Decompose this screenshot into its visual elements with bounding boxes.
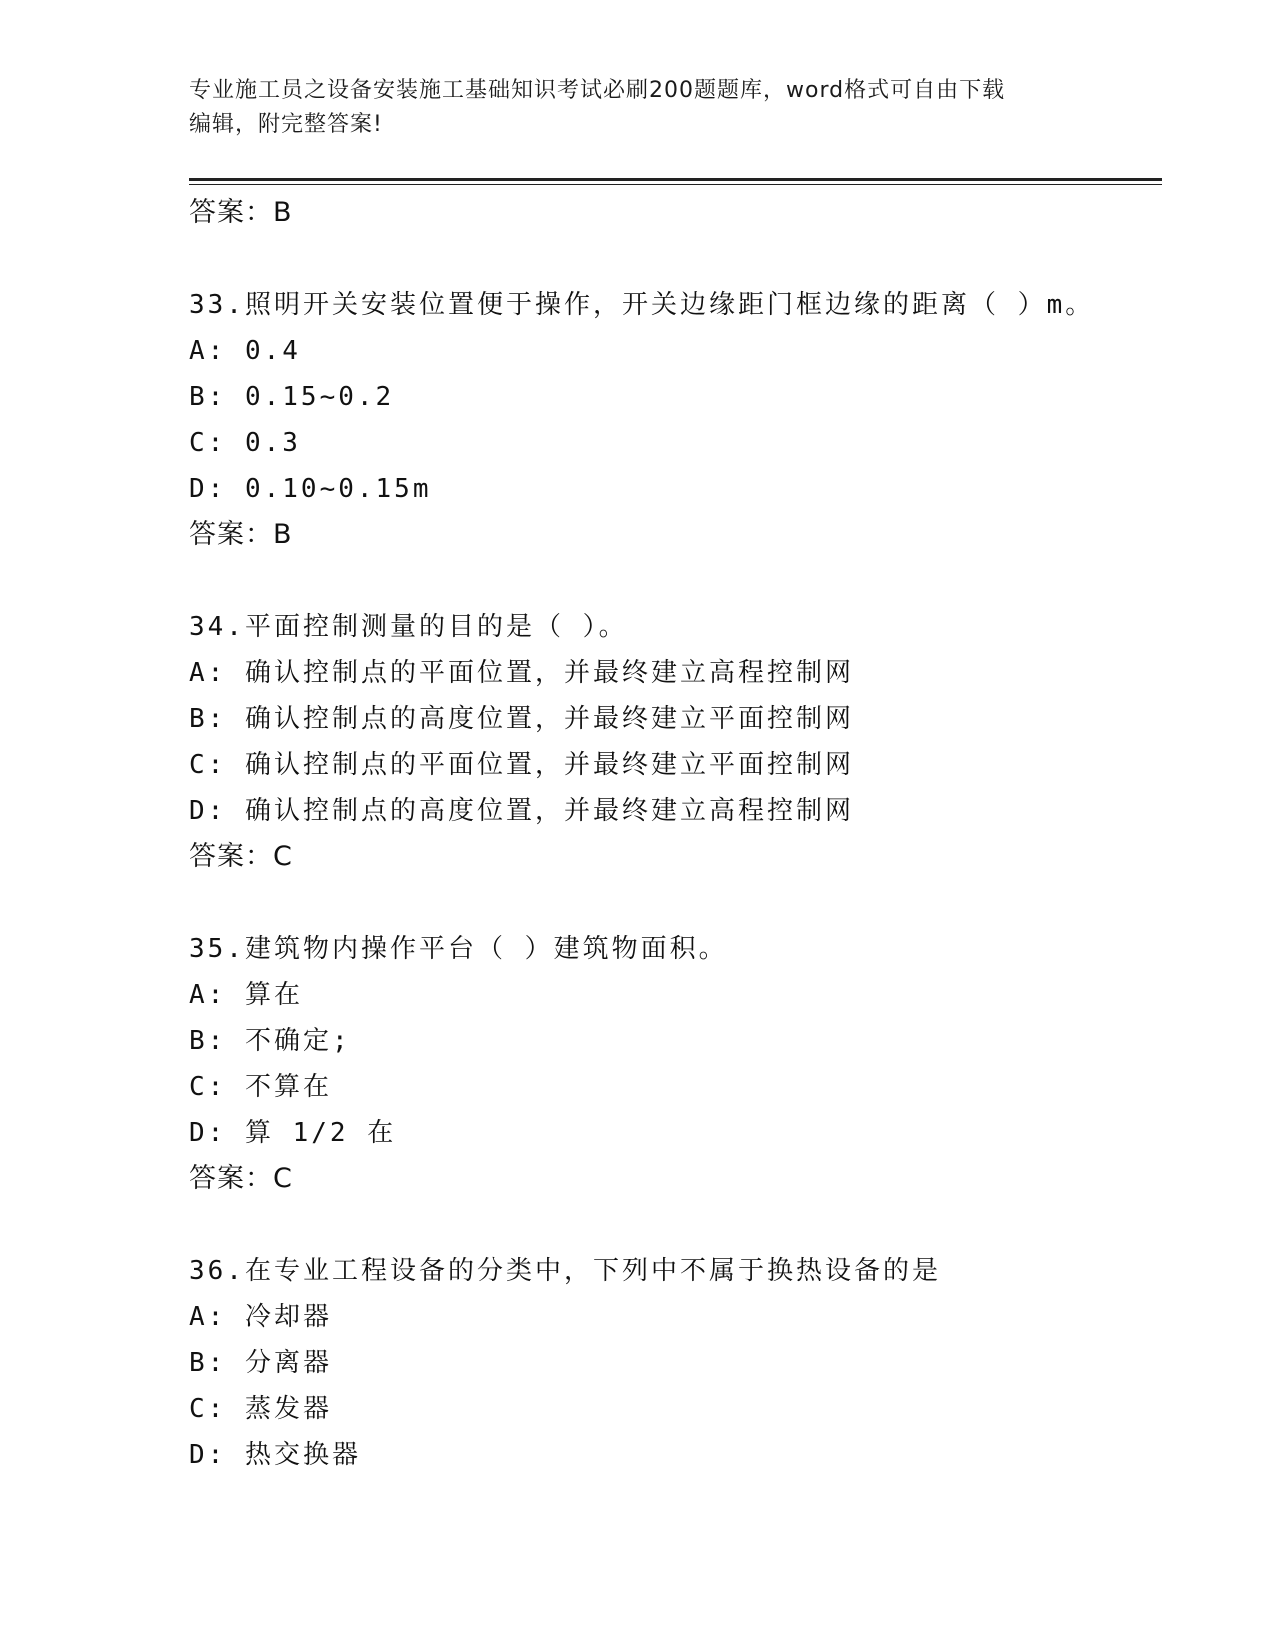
option-a: A: 确认控制点的平面位置，并最终建立高程控制网 [189, 658, 854, 688]
option-a: A: 冷却器 [189, 1302, 332, 1332]
option-c: C: 0.3 [189, 428, 301, 458]
option-d: D: 确认控制点的高度位置，并最终建立高程控制网 [189, 796, 854, 826]
question-text: 33.照明开关安装位置便于操作，开关边缘距门框边缘的距离（ ）m。 [189, 290, 1095, 320]
question-text: 36.在专业工程设备的分类中，下列中不属于换热设备的是 [189, 1256, 941, 1286]
option-b: B: 0.15~0.2 [189, 382, 395, 412]
answer-line: 答案：B [189, 519, 293, 550]
option-c: C: 不算在 [189, 1072, 332, 1102]
question-block [189, 926, 1162, 1202]
option-d: D: 热交换器 [189, 1440, 361, 1470]
question-block [189, 282, 1162, 558]
header-divider-thick [189, 178, 1162, 181]
header-divider-thin [189, 184, 1162, 185]
option-c: C: 蒸发器 [189, 1394, 332, 1424]
option-d: D: 0.10~0.15m [189, 474, 432, 504]
option-a: A: 0.4 [189, 336, 301, 366]
question-text: 34.平面控制测量的目的是（ ）。 [189, 612, 628, 642]
header-line-1: 专业施工员之设备安装施工基础知识考试必刷200题题库，word格式可自由下载 [189, 78, 1006, 103]
answer-line: 答案：B [189, 197, 293, 228]
option-a: A: 算在 [189, 980, 303, 1010]
question-block [189, 604, 1162, 880]
answer-line: 答案：C [189, 1163, 293, 1194]
option-d: D: 算 1/2 在 [189, 1118, 397, 1148]
option-b: B: 不确定; [189, 1026, 351, 1056]
question-text: 35.建筑物内操作平台（ ）建筑物面积。 [189, 934, 728, 964]
answer-line: 答案：C [189, 841, 293, 872]
option-b: B: 确认控制点的高度位置，并最终建立平面控制网 [189, 704, 854, 734]
question-block [189, 1248, 1162, 1478]
option-b: B: 分离器 [189, 1348, 332, 1378]
header-line-2: 编辑，附完整答案! [189, 112, 383, 137]
question-list [189, 190, 1162, 1478]
page-header [189, 74, 1089, 142]
option-c: C: 确认控制点的平面位置，并最终建立平面控制网 [189, 750, 854, 780]
